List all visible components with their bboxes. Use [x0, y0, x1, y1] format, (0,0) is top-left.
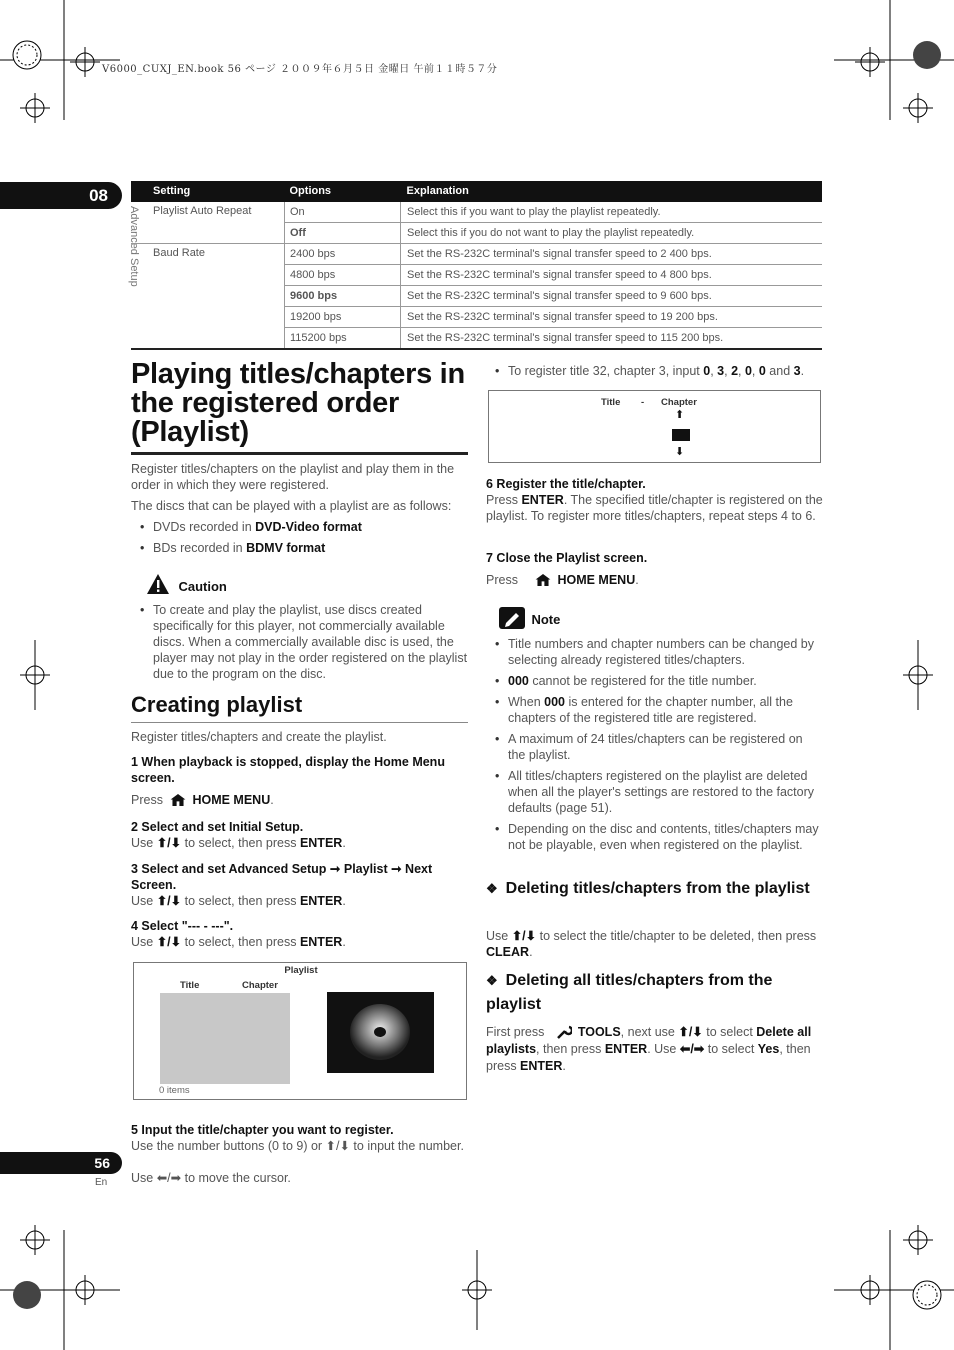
explanation-cell: Set the RS-232C terminal's signal transfer speed to 9 600 bps. — [401, 286, 823, 307]
register-example — [486, 363, 826, 384]
page-title: Playing titles/chapters in the registered order (Playlist) — [131, 358, 465, 448]
note-title: Note — [531, 612, 561, 627]
print-header: V6000_CUXJ_EN.book 56 ページ ２００９年６月５日 金曜日 午前１１時５７分 — [102, 64, 498, 75]
left-right-arrows-icon: ⬅/➡ — [679, 1042, 705, 1056]
step-4-text: Use ⬆/⬇ to select, then press ENTER. — [131, 935, 346, 949]
list-item — [486, 673, 823, 689]
list-item-text: When — [508, 695, 545, 709]
section-rule — [131, 722, 468, 723]
disc-icon — [327, 992, 434, 1073]
caution-heading — [146, 573, 227, 596]
settings-table — [131, 181, 822, 350]
delete-heading-text: Deleting titles/chapters from the playlist — [505, 880, 810, 897]
step-1-text: Press HOME MENU. — [131, 793, 274, 807]
use-text: . Use — [647, 1042, 680, 1056]
step-3: 3 Select and set Advanced Setup ➞ Playlist ➞ Next Screen. — [131, 862, 433, 892]
delete-all-label: Delete all playlists — [486, 1025, 812, 1056]
table-row — [131, 202, 822, 223]
step-6-text — [486, 492, 823, 524]
home-icon — [535, 574, 551, 586]
table-row — [131, 244, 822, 265]
step-7: 7 Close the Playlist screen. — [486, 551, 648, 565]
select-text: to select — [702, 1025, 757, 1039]
explanation-cell: Select this if you do not want to play the playlist repeatedly. — [401, 223, 823, 244]
step-4: 4 Select "--- - ---". — [131, 919, 234, 933]
step-5-text-2: Use ⬅/➡ to move the cursor. — [131, 1171, 291, 1185]
setting-cell — [131, 328, 285, 350]
delete-text-mid: to select the title/chapter to be deleted, then press — [536, 929, 817, 943]
list-item: • Depending on the disc and contents, titles/chapters may not be playable, even when registered on the playlist. — [486, 821, 823, 853]
up-down-arrows-icon: ⬆/⬇ — [156, 935, 182, 949]
next-use-text: , next use — [620, 1025, 679, 1039]
delete-all-text: First press TOOLS, next use ⬆/⬇ to select Delete all playlists, then press ENTER. Use ⬅/➡ to select Yes, then press ENTER. — [486, 1025, 812, 1073]
enter-label: ENTER — [604, 1042, 648, 1056]
list-item — [131, 540, 468, 556]
table-row — [131, 223, 822, 244]
table-row — [131, 286, 822, 307]
table-header-row — [131, 181, 822, 202]
screen-col-chapter: Chapter — [242, 980, 278, 991]
list-item-text: To register title 32, chapter 3, input — [508, 364, 704, 378]
delete-text: Use ⬆/⬇ to select the title/chapter to be deleted, then press CLEAR. — [486, 929, 817, 959]
select-text: to select, then press — [181, 836, 300, 850]
column-header: Setting — [131, 181, 285, 202]
input-dash: - — [641, 397, 645, 408]
use-text: Use — [486, 929, 512, 943]
explanation-cell: Set the RS-232C terminal's signal transfer speed to 2 400 bps. — [401, 244, 823, 265]
home-menu-label: HOME MENU — [557, 573, 636, 587]
option-cell: On — [285, 202, 401, 223]
option-cell: 4800 bps — [285, 265, 401, 286]
note-pencil-icon — [499, 607, 525, 629]
step-6-pre: Press — [486, 493, 522, 507]
select-text: to select, then press — [181, 894, 300, 908]
setting-cell — [131, 223, 285, 244]
option-cell: 115200 bps — [285, 328, 401, 350]
explanation-cell: Set the RS-232C terminal's signal transfer speed to 115 200 bps. — [401, 328, 823, 350]
step-2-text: Use ⬆/⬇ to select, then press ENTER. — [131, 836, 346, 850]
caution-title: Caution — [178, 579, 227, 594]
step-2: 2 Select and set Initial Setup. — [131, 820, 304, 834]
digit: 0 — [744, 364, 752, 378]
list-item-text: cannot be registered for the title number. — [532, 674, 757, 688]
delete-heading — [486, 877, 823, 901]
list-item — [486, 694, 823, 726]
setting-cell: Baud Rate — [153, 247, 205, 259]
intro-paragraph: Register titles/chapters on the playlist and play them in the order in which they were registered. — [131, 462, 455, 492]
up-down-arrows-icon: ⬆/⬇ — [678, 1025, 703, 1039]
up-down-arrows-icon: ⬆/⬇ — [156, 894, 182, 908]
enter-label: ENTER — [521, 493, 564, 507]
setting-cell — [131, 307, 285, 328]
step-5: 5 Input the title/chapter you want to register. — [131, 1123, 394, 1137]
page-number-tab: 56 — [0, 1152, 122, 1174]
enter-label: ENTER — [299, 935, 343, 949]
up-down-arrows-icon: ⬆/⬇ — [156, 836, 182, 850]
clear-label: CLEAR — [486, 945, 530, 959]
step-3-text: Use ⬆/⬇ to select, then press ENTER. — [131, 894, 346, 908]
note-heading — [499, 607, 560, 629]
digit: 0 — [758, 364, 766, 378]
list-item-bold: BDMV format — [246, 541, 326, 555]
select-text: to select — [704, 1042, 758, 1056]
playlist-screen-illustration — [133, 962, 467, 1100]
setting-cell — [131, 286, 285, 307]
enter-label: ENTER — [520, 1059, 563, 1073]
explanation-cell: Select this if you want to play the playlist repeatedly. — [401, 202, 823, 223]
warning-icon — [146, 573, 170, 595]
list-item: • To register title 32, chapter 3, input 0, 3, 2, 0, 0 and 3. — [486, 363, 826, 379]
table-row — [131, 265, 822, 286]
digit: 3 — [793, 364, 801, 378]
list-item-text: is entered for the chapter number, all the chapters of the registered title are registered. — [508, 695, 793, 725]
setting-cell: Playlist Auto Repeat — [153, 205, 252, 217]
item-count: 0 items — [159, 1085, 190, 1096]
list-item: • A maximum of 24 titles/chapters can be registered on the playlist. — [486, 731, 823, 763]
then-press-text: , then press — [486, 1042, 811, 1073]
disc-list — [131, 519, 468, 561]
press-text: Press — [486, 573, 518, 587]
list-item-bold: DVD-Video format — [255, 520, 362, 534]
chapter-number-tab: 08 — [0, 182, 122, 209]
note-list — [486, 636, 823, 858]
list-item-text: DVDs recorded in — [153, 520, 256, 534]
option-cell: 2400 bps — [285, 244, 401, 265]
first-press-text: First press — [486, 1025, 545, 1039]
option-cell: 19200 bps — [285, 307, 401, 328]
list-item: • Title numbers and chapter numbers can be changed by selecting already registered titles/chapters. — [486, 636, 823, 668]
digit: 2 — [731, 364, 739, 378]
enter-label: ENTER — [299, 894, 343, 908]
list-item: • To create and play the playlist, use discs created specifically for this player, not commercially available discs. When a commercially available disc is used, the player may not play in the order registered on the playlist due to the program on the disc. — [131, 602, 471, 682]
list-item-text: BDs recorded in — [153, 541, 247, 555]
chapter-side-label: Advanced Setup — [128, 206, 140, 287]
title-chapter-input-illustration — [488, 390, 821, 463]
language-label: En — [95, 1177, 108, 1188]
select-text: to select, then press — [181, 935, 300, 949]
delete-all-heading-text: Deleting all titles/chapters from the playlist — [486, 972, 773, 1013]
screen-col-title: Title — [180, 980, 200, 991]
input-chapter-label: Chapter — [661, 397, 697, 408]
delete-all-heading — [486, 969, 823, 1017]
use-text: Use — [131, 836, 157, 850]
column-header: Explanation — [401, 181, 823, 202]
digit: 0 — [703, 364, 711, 378]
table-row — [131, 328, 822, 350]
step-1: 1 When playback is stopped, display the Home Menu screen. — [131, 755, 445, 785]
home-menu-label: HOME MENU — [192, 793, 271, 807]
disc-preview — [327, 992, 434, 1073]
option-cell-default: Off — [285, 223, 401, 244]
diamond-bullet-icon: ❖ — [486, 973, 498, 988]
up-down-arrows-icon: ⬆/⬇ — [511, 929, 537, 943]
table-row — [131, 307, 822, 328]
zero-code: 000 — [544, 695, 565, 709]
step-7-text: Press HOME MENU. — [486, 573, 639, 587]
list-item: • All titles/chapters registered on the playlist are deleted when all the player's settings are restored to the factory defaults (page 51). — [486, 768, 823, 816]
diamond-bullet-icon: ❖ — [486, 881, 498, 896]
playlist-list-area — [160, 993, 290, 1084]
caution-list — [131, 602, 471, 687]
arrow-down-icon: ⬇ — [675, 446, 685, 458]
use-text: Use — [131, 935, 157, 949]
list-item — [131, 519, 468, 535]
tools-label: TOOLS — [577, 1025, 621, 1039]
step-5-text-1: Use the number buttons (0 to 9) or ⬆/⬇ to input the number. — [131, 1139, 464, 1153]
zero-code: 000 — [508, 674, 529, 688]
home-icon — [170, 794, 186, 806]
column-header: Options — [285, 181, 401, 202]
intro-paragraph-2: The discs that can be played with a playlist are as follows: — [131, 499, 452, 513]
title-rule — [131, 452, 468, 455]
tools-wrench-icon — [556, 1025, 572, 1039]
section-heading: Creating playlist — [131, 692, 303, 717]
arrow-up-icon: ⬆ — [675, 409, 685, 421]
enter-label: ENTER — [299, 836, 343, 850]
explanation-cell: Set the RS-232C terminal's signal transfer speed to 4 800 bps. — [401, 265, 823, 286]
explanation-cell: Set the RS-232C terminal's signal transfer speed to 19 200 bps. — [401, 307, 823, 328]
section-intro: Register titles/chapters and create the playlist. — [131, 730, 387, 744]
input-title-label: Title — [601, 397, 621, 408]
then-press-text: , then press — [536, 1042, 605, 1056]
step-6-post: . The specified title/chapter is registered on the playlist. To register more titles/chapters, repeat steps 4 to 6. — [486, 493, 823, 523]
digit: 3 — [717, 364, 725, 378]
use-text: Use — [131, 894, 157, 908]
cursor-box — [672, 429, 690, 441]
option-cell-default: 9600 bps — [285, 286, 401, 307]
setting-cell — [131, 265, 285, 286]
yes-label: Yes — [757, 1042, 780, 1056]
screen-title: Playlist — [284, 965, 318, 976]
step-6: 6 Register the title/chapter. — [486, 477, 646, 491]
press-text: Press — [131, 793, 163, 807]
